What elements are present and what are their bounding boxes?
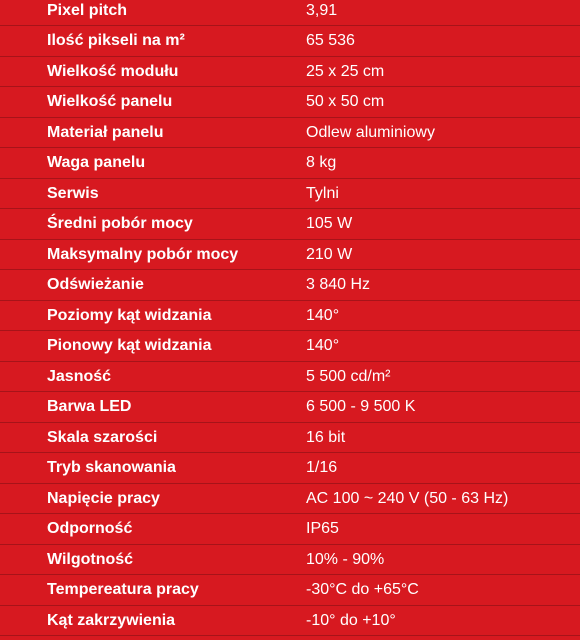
- spec-row: [0, 545, 580, 576]
- spec-row: [0, 331, 580, 362]
- spec-label: Pionowy kąt widzania: [47, 337, 212, 354]
- spec-label: Kąt zakrzywienia: [47, 611, 176, 629]
- spec-value: Tylni: [306, 184, 339, 202]
- spec-label: Pixel pitch: [47, 1, 128, 19]
- spec-value: AC 100 ~ 240 V (50 - 63 Hz): [306, 489, 509, 507]
- spec-label: Tempereatura pracy: [47, 581, 199, 598]
- spec-row: [0, 575, 580, 606]
- spec-row: [0, 118, 580, 149]
- spec-row: [0, 453, 580, 484]
- spec-label: Serwis: [47, 184, 99, 202]
- spec-row: [0, 301, 580, 332]
- spec-value: 140°: [306, 337, 340, 354]
- spec-value: Odlew aluminiowy: [306, 123, 435, 141]
- spec-row: [0, 57, 580, 88]
- spec-label: Waga panelu: [47, 154, 146, 171]
- spec-label: Materiał panelu: [47, 123, 164, 141]
- spec-value: 25 x 25 cm: [306, 62, 385, 80]
- spec-value: 50 x 50 cm: [306, 93, 385, 110]
- spec-value: IP65: [306, 520, 339, 537]
- spec-row: [0, 392, 580, 423]
- spec-value: 3 840 Hz: [306, 276, 371, 293]
- spec-row: [0, 0, 580, 26]
- spec-label: Skala szarości: [47, 428, 158, 446]
- spec-row: [0, 270, 580, 301]
- spec-value: 1/16: [306, 459, 338, 476]
- spec-row: [0, 362, 580, 393]
- spec-label: Wielkość modułu: [47, 62, 179, 80]
- spec-value: 6 500 - 9 500 K: [306, 398, 416, 415]
- spec-row: [0, 87, 580, 118]
- spec-row: [0, 179, 580, 210]
- spec-value: -10° do +10°: [306, 611, 396, 629]
- spec-row: [0, 423, 580, 454]
- spec-row: [0, 26, 580, 57]
- spec-label: Wilgotność: [47, 550, 134, 568]
- spec-row: [0, 484, 580, 515]
- spec-label: Odporność: [47, 520, 133, 537]
- spec-label: Jasność: [47, 367, 112, 385]
- spec-value: 65 536: [306, 32, 355, 49]
- spec-label: Tryb skanowania: [47, 459, 176, 476]
- spec-label: Maksymalny pobór mocy: [47, 245, 239, 263]
- spec-value: 105 W: [306, 215, 353, 232]
- spec-row: [0, 209, 580, 240]
- spec-value: -30°C do +65°C: [306, 581, 419, 598]
- spec-value: 3,91: [306, 1, 338, 19]
- spec-value: 210 W: [306, 245, 353, 263]
- spec-row: [0, 606, 580, 637]
- spec-value: 8 kg: [306, 154, 337, 171]
- spec-label: Średni pobór mocy: [47, 215, 193, 232]
- spec-label: Wielkość panelu: [47, 93, 173, 110]
- spec-label: Napięcie pracy: [47, 489, 160, 507]
- spec-label: Poziomy kąt widzania: [47, 306, 212, 324]
- spec-row: [0, 148, 580, 179]
- spec-label: Odświeżanie: [47, 276, 144, 293]
- spec-label: Barwa LED: [47, 398, 132, 415]
- spec-value: 16 bit: [306, 428, 346, 446]
- spec-value: 5 500 cd/m²: [306, 367, 391, 385]
- spec-row: [0, 240, 580, 271]
- spec-row: [0, 514, 580, 545]
- spec-label: Ilość pikseli na m²: [47, 32, 185, 49]
- spec-value: 10% - 90%: [306, 550, 385, 568]
- spec-value: 140°: [306, 306, 340, 324]
